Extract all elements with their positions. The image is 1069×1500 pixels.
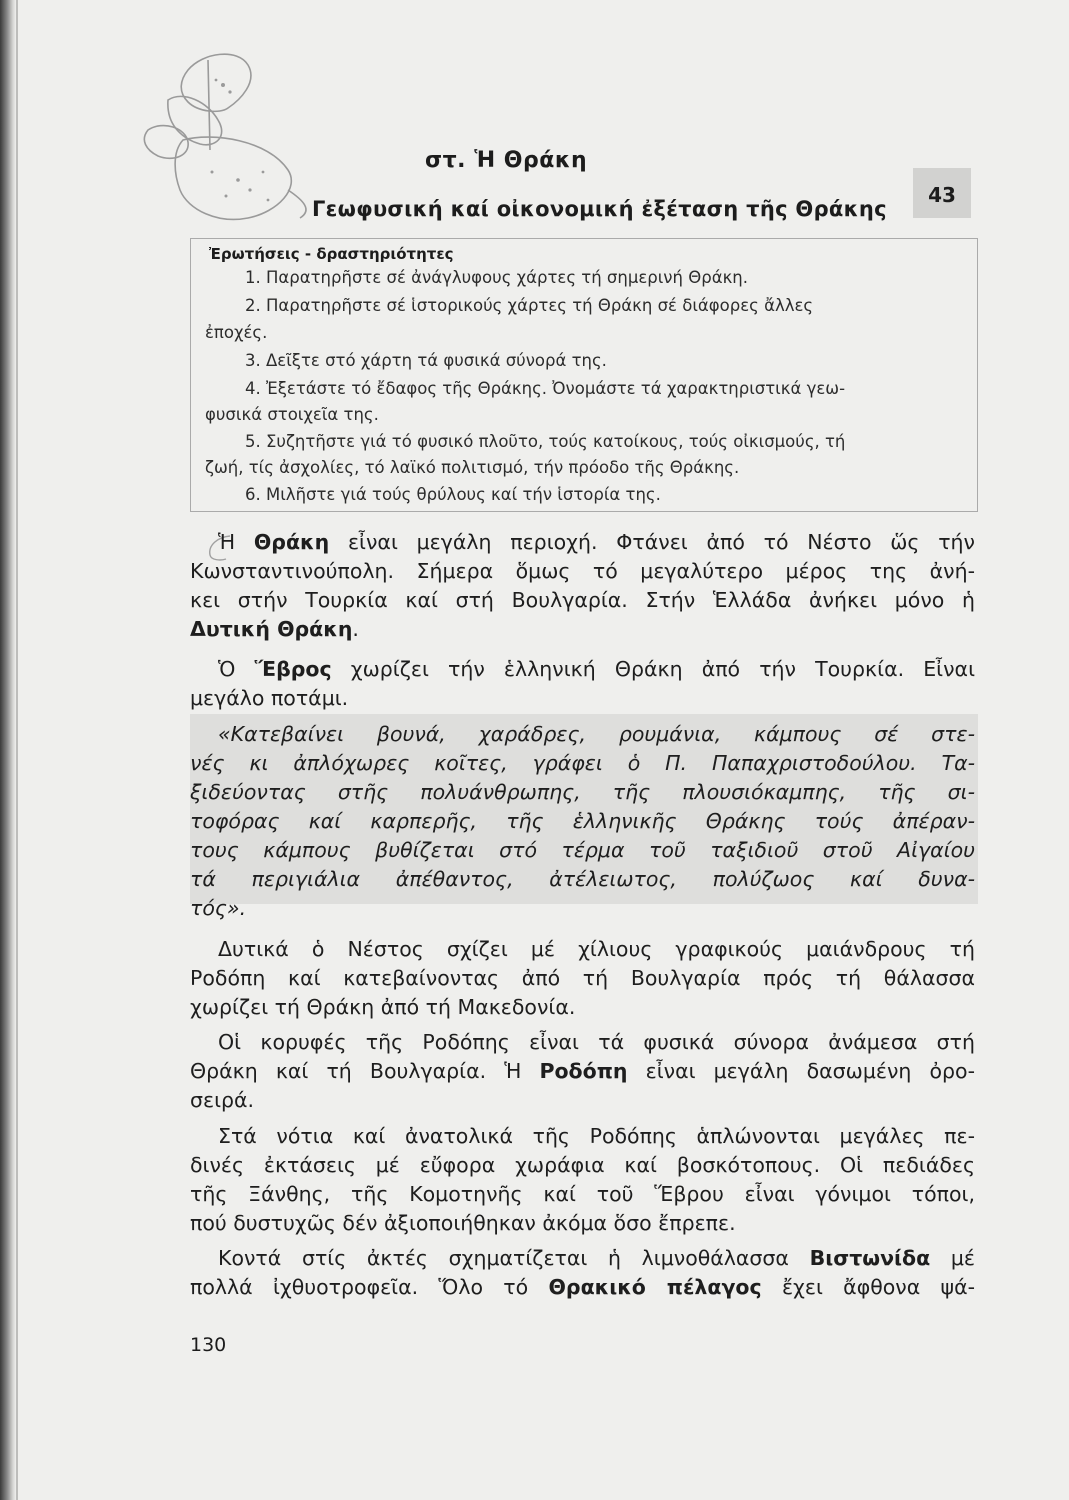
question-line: 4. Ἐξετάστε τό ἔδαφος τῆς Θράκης. Ὀνομάστε τά χαρακτηριστικά γεω- bbox=[245, 379, 846, 398]
questions-title: Ἐρωτήσεις - δραστηριότητες bbox=[205, 245, 458, 263]
chapter-title: στ. Ἡ Θράκη bbox=[425, 148, 588, 173]
term-thracian-sea: Θρακικό πέλαγος bbox=[548, 1275, 762, 1299]
body-paragraph-2: Ὁ Ἕβρος χωρίζει τήν ἑλληνική Θράκη ἀπό τήν Τουρκία. Εἶναι μεγάλο ποτάμι. bbox=[190, 657, 976, 710]
body-paragraph-4: Οἱ κορυφές τῆς Ροδόπης εἶναι τά φυσικά σύνορα ἀνάμεσα στή Θράκη καί τή Βουλγαρία. Ἡ Ροδόπη εἶναι μεγάλη δασωμένη ὀρο- σειρά. bbox=[190, 1030, 975, 1112]
question-line: ζωή, τίς ἀσχολίες, τό λαϊκό πολιτισμό, τήν πρόοδο τῆς Θράκης. bbox=[205, 458, 740, 477]
term-thrace: Θράκη bbox=[253, 530, 330, 554]
map-sketch-icon bbox=[128, 40, 328, 230]
question-line: 5. Συζητῆστε γιά τό φυσικό πλοῦτο, τούς κατοίκους, τούς οἰκισμούς, τή bbox=[245, 432, 846, 451]
question-line: 1. Παρατηρῆστε σέ ἀνάγλυφους χάρτες τή σημερινή Θράκη. bbox=[245, 268, 748, 287]
quote-block: «Κατεβαίνει βουνά, χαράδρες, ρουμάνια, κάμπους σέ στε- νές κι ἀπλόχωρες κοῖτες, γράφει ὁ Π. Παπαχριστοδούλου. Τα- ξιδεύοντας στῆς πολυάνθρωπης, τῆς πλουσιόκαμπης, τῆς σι- τοφόρας καί καρπερῆς, τῆς ἑλληνικῆς Θράκης τούς ἀπέραν- τους κάμπους βυθίζεται στό τέρμα τοῦ ταξιδιοῦ στοῦ Αἰγαίου τά περιγιάλια ἀπέθαντος, ἀτέλειωτος, πολύζωος καί δυνα- τός». bbox=[190, 722, 975, 920]
term-evros: Ἕβρος bbox=[254, 657, 332, 681]
book-spine-shadow bbox=[0, 0, 16, 1500]
lesson-number-badge: 43 bbox=[913, 168, 971, 218]
body-paragraph-5: Στά νότια καί ἀνατολικά τῆς Ροδόπης ἁπλώνονται μεγάλες πε- δινές ἐκτάσεις μέ εὔφορα χωράφια καί βοσκότοπους. Οἱ πεδιάδες τῆς Ξάνθης, τῆς Κομοτηνῆς καί τοῦ Ἕβρου εἶναι γόνιμοι τόποι, πού δυστυχῶς δέν ἀξιοποιήθηκαν ἀκόμα ὅσο ἔπρεπε. bbox=[190, 1124, 975, 1235]
term-rhodope: Ροδόπη bbox=[539, 1059, 628, 1083]
term-vistonida: Βιστωνίδα bbox=[809, 1246, 931, 1270]
lesson-title: Γεωφυσική καί οἰκονομική ἐξέταση τῆς Θράκης bbox=[312, 197, 887, 221]
page-number: 130 bbox=[190, 1334, 227, 1356]
question-line: 2. Παρατηρῆστε σέ ἱστορικούς χάρτες τή Θράκη σέ διάφορες ἄλλες bbox=[245, 296, 814, 315]
question-line: φυσικά στοιχεῖα της. bbox=[205, 405, 379, 424]
book-spine-edge bbox=[16, 0, 18, 1500]
body-paragraph-3: Δυτικά ὁ Νέστος σχίζει μέ χίλιους γραφικούς μαιάνδρους τή Ροδόπη καί κατεβαίνοντας ἀπό τή Βουλγαρία πρός τή θάλασσα χωρίζει τή Θράκη ἀπό τή Μακεδονία. bbox=[190, 937, 975, 1019]
body-paragraph-1: Ἡ Θράκη εἶναι μεγάλη περιοχή. Φτάνει ἀπό τό Νέστο ὥς τήν Κωνσταντινούπολη. Σήμερα ὅμως τό μεγαλύτερο μέρος της ἀνή- κει στήν Τουρκία καί στή Βουλγαρία. Στήν Ἑλλάδα ἀνήκει μόνο ἡ Δυτική Θράκη. bbox=[190, 530, 975, 641]
question-line: ἐποχές. bbox=[205, 323, 268, 342]
question-line: 3. Δεῖξτε στό χάρτη τά φυσικά σύνορά της. bbox=[245, 351, 607, 370]
term-western-thrace: Δυτική Θράκη bbox=[190, 617, 353, 641]
question-line: 6. Μιλῆστε γιά τούς θρύλους καί τήν ἱστορία της. bbox=[245, 485, 661, 504]
body-paragraph-6: Κοντά στίς ἀκτές σχηματίζεται ἡ λιμνοθάλασσα Βιστωνίδα μέ πολλά ἰχθυοτροφεῖα. Ὅλο τό Θρακικό πέλαγος ἔχει ἄφθονα ψά- bbox=[190, 1246, 976, 1299]
